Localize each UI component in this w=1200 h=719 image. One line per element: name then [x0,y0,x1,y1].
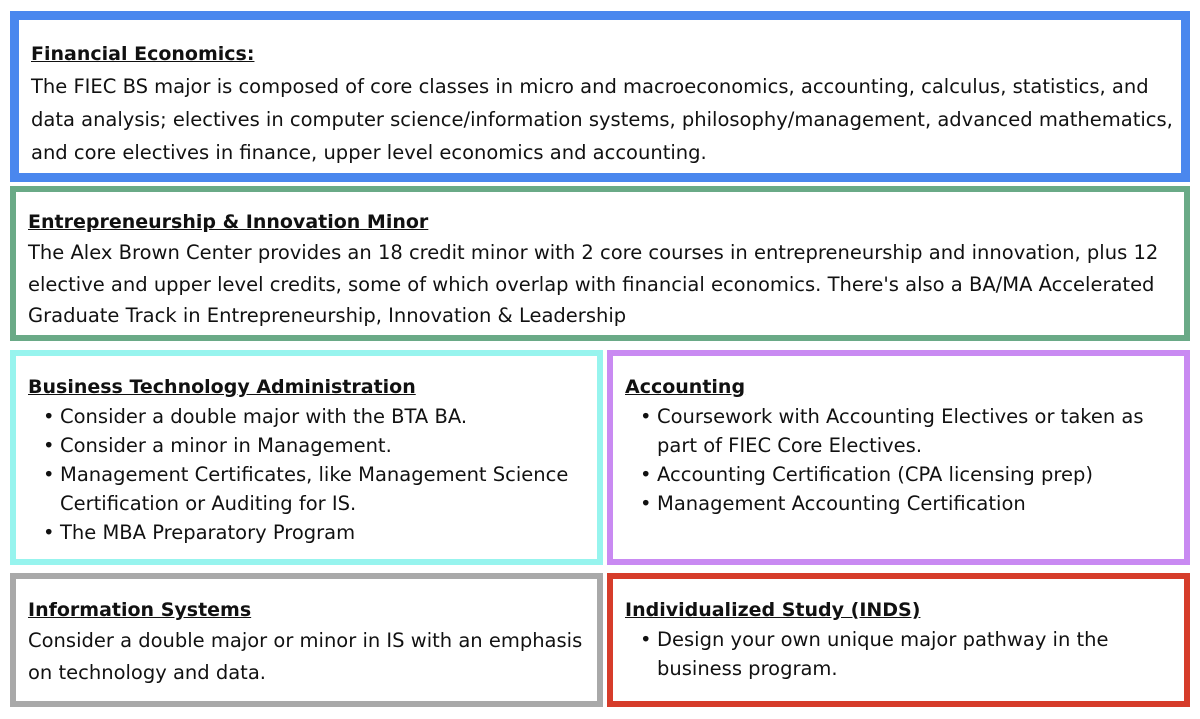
financial-economics-title: Financial Economics: [31,43,255,65]
individualized-study-box [607,573,1190,707]
financial-economics-description: The FIEC BS major is composed of core classes in micro and macroeconomics, accounting, calculus, statistics, and data analysis; electives in computer science/information systems, philosophy/management, advanced mathematics, and core electives in finance, upper level economics and accounting. [31,75,1173,164]
list-item: • The MBA Preparatory Program [60,518,597,547]
list-item: • Consider a minor in Management. [60,431,597,460]
information-systems-description: Consider a double major or minor in IS with an emphasis on technology and data. [28,629,583,684]
information-systems-box [10,573,603,707]
financial-economics-box [10,11,1190,182]
business-technology-administration-box [10,350,603,565]
list-item: • Accounting Certification (CPA licensing prep) [657,460,1184,489]
information-systems-title: Information Systems [28,599,252,621]
bta-title: Business Technology Administration [28,376,416,398]
list-item: • Coursework with Accounting Electives or taken as part of FIEC Core Electives. [657,402,1184,460]
list-item: • Management Certificates, like Management Science Certification or Auditing for IS. [60,460,597,518]
list-item: • Design your own unique major pathway in the business program. [657,625,1184,683]
individualized-study-title: Individualized Study (INDS) [625,599,921,621]
list-item: • Consider a double major with the BTA BA. [60,402,597,431]
entrepreneurship-minor-box [10,186,1190,341]
entrepreneurship-minor-title: Entrepreneurship & Innovation Minor [28,211,429,233]
list-item: • Management Accounting Certification [657,489,1184,518]
bta-list [28,402,597,547]
accounting-title: Accounting [625,376,746,398]
entrepreneurship-minor-description: The Alex Brown Center provides an 18 credit minor with 2 core courses in entrepreneurship and innovation, plus 12 elective and upper level credits, some of which overlap with financial economics. There's also a BA/MA Accelerated Graduate Track in Entrepreneurship, Innovation & Leadership [28,241,1159,327]
individualized-study-list [625,625,1184,683]
accounting-box [607,350,1190,565]
accounting-list [625,402,1184,518]
